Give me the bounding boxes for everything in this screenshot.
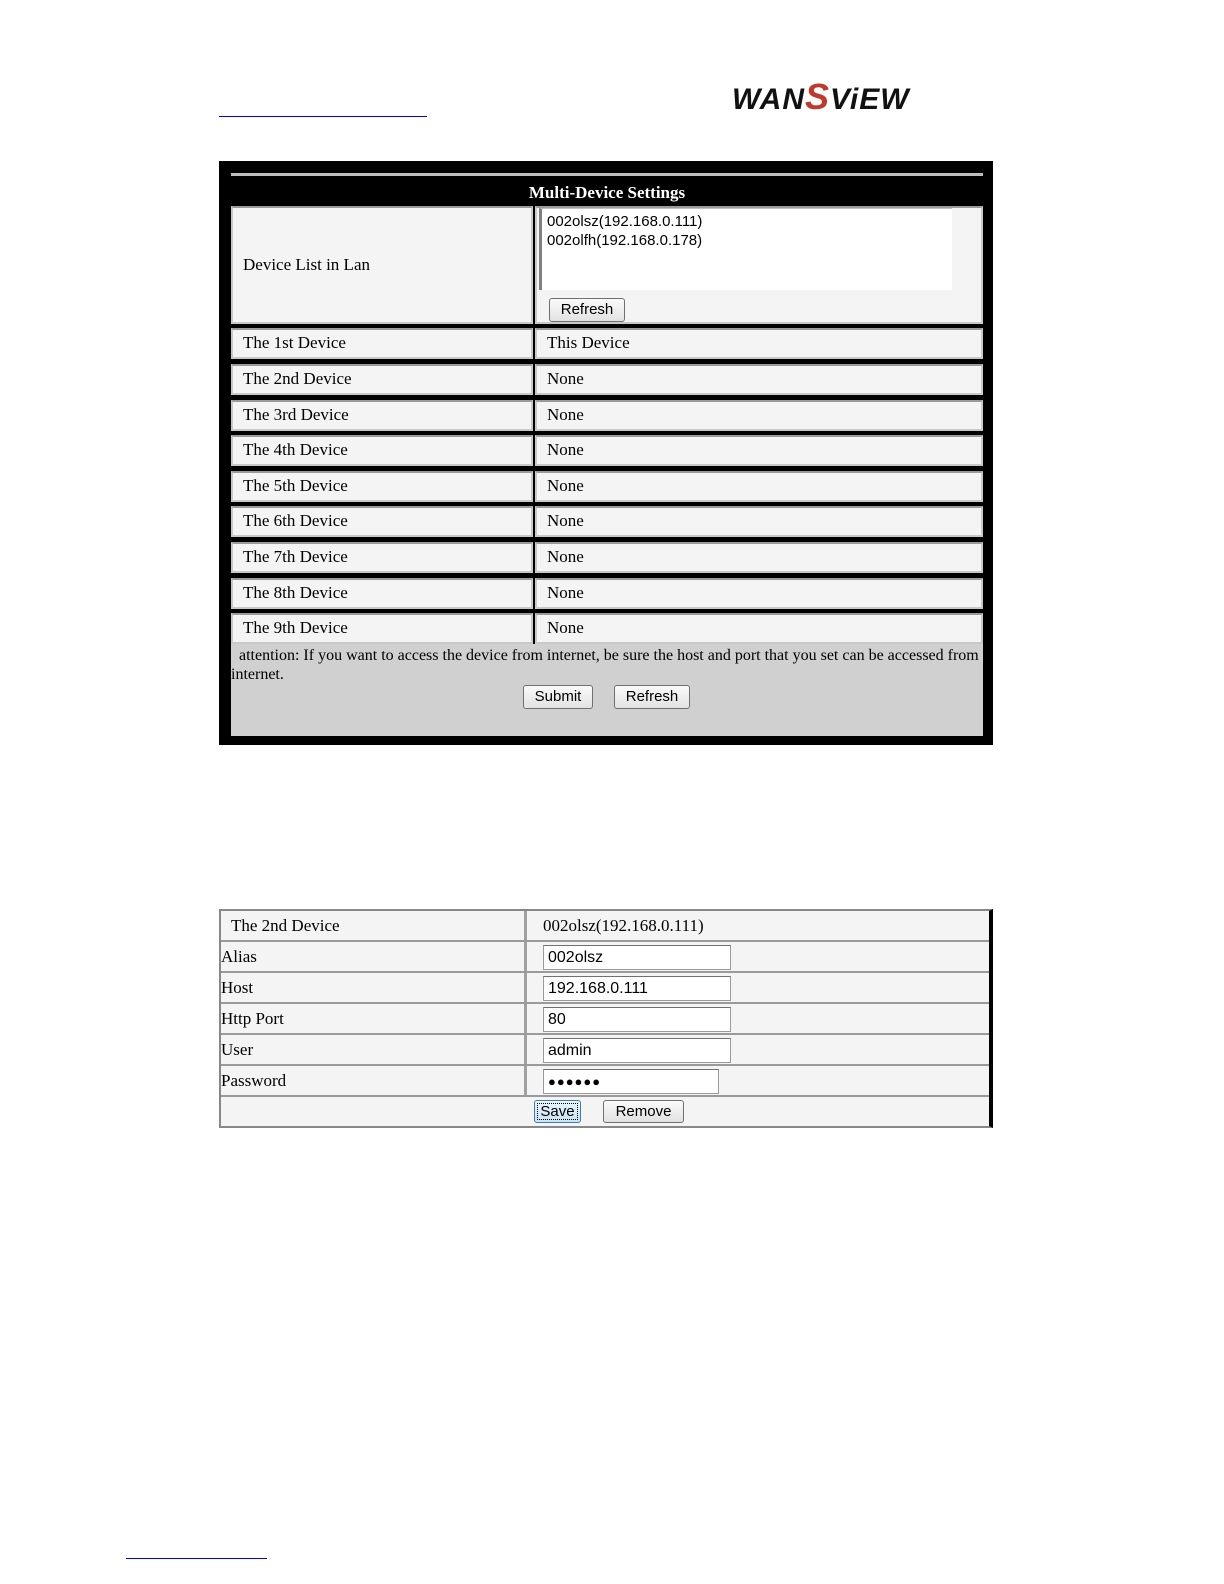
- attention-text: attention: If you want to access the device from internet, be sure the host and port that you set can be accessed from internet.: [231, 647, 979, 683]
- device-7-label[interactable]: The 7th Device: [231, 542, 533, 573]
- device-4-label[interactable]: The 4th Device: [231, 435, 533, 466]
- device-edit-panel: [219, 909, 993, 1128]
- device-list-label: Device List in Lan: [231, 206, 533, 324]
- device-9-label[interactable]: The 9th Device: [231, 613, 533, 644]
- alias-row: [221, 942, 989, 973]
- header-link[interactable]: [219, 96, 427, 117]
- user-row: [221, 1035, 989, 1066]
- header-value: 002olsz(192.168.0.111): [543, 916, 704, 935]
- device-6-label[interactable]: The 6th Device: [231, 506, 533, 537]
- password-row: [221, 1066, 989, 1097]
- panel-title: Multi-Device Settings: [528, 183, 686, 202]
- device-list-option[interactable]: 002olfh(192.168.0.178): [547, 232, 703, 249]
- device-1-value: This Device: [535, 328, 983, 359]
- save-button[interactable]: Save: [534, 1100, 581, 1123]
- device-list-option[interactable]: 002olsz(192.168.0.111): [547, 213, 703, 230]
- device-4-value[interactable]: None: [535, 435, 983, 466]
- device-8-value[interactable]: None: [535, 578, 983, 609]
- password-label: Password: [221, 1066, 527, 1095]
- device-9-value[interactable]: None: [535, 613, 983, 644]
- device-2-value[interactable]: None: [535, 364, 983, 395]
- submit-button[interactable]: Submit: [523, 685, 593, 709]
- user-label: User: [221, 1035, 527, 1064]
- header-row: [221, 911, 989, 942]
- alias-input[interactable]: 002olsz: [543, 945, 731, 970]
- divider: [231, 173, 983, 176]
- port-row: [221, 1004, 989, 1035]
- device-5-label[interactable]: The 5th Device: [231, 471, 533, 502]
- device-3-label[interactable]: The 3rd Device: [231, 400, 533, 431]
- port-label: Http Port: [221, 1004, 527, 1033]
- host-label: Host: [221, 973, 527, 1002]
- host-row: [221, 973, 989, 1004]
- multi-device-settings-panel: [219, 161, 993, 745]
- host-input[interactable]: 192.168.0.111: [543, 976, 731, 1001]
- refresh-button[interactable]: Refresh: [614, 685, 690, 709]
- device-5-value[interactable]: None: [535, 471, 983, 502]
- remove-button[interactable]: Remove: [603, 1100, 684, 1123]
- user-input[interactable]: admin: [543, 1038, 731, 1063]
- password-input[interactable]: ●●●●●●: [543, 1069, 719, 1094]
- alias-label: Alias: [221, 942, 527, 971]
- device-6-value[interactable]: None: [535, 506, 983, 537]
- device-2-label[interactable]: The 2nd Device: [231, 364, 533, 395]
- list-refresh-button[interactable]: Refresh: [549, 298, 625, 322]
- device-8-label[interactable]: The 8th Device: [231, 578, 533, 609]
- device-list-box[interactable]: [539, 208, 952, 290]
- header-label: The 2nd Device: [221, 911, 527, 940]
- footer-link[interactable]: [126, 1538, 267, 1559]
- device-3-value[interactable]: None: [535, 400, 983, 431]
- device-7-value[interactable]: None: [535, 542, 983, 573]
- footer-area: [231, 644, 983, 736]
- port-input[interactable]: 80: [543, 1007, 731, 1032]
- device-1-label: The 1st Device: [231, 328, 533, 359]
- wansview-logo: WANSViEW: [732, 76, 910, 117]
